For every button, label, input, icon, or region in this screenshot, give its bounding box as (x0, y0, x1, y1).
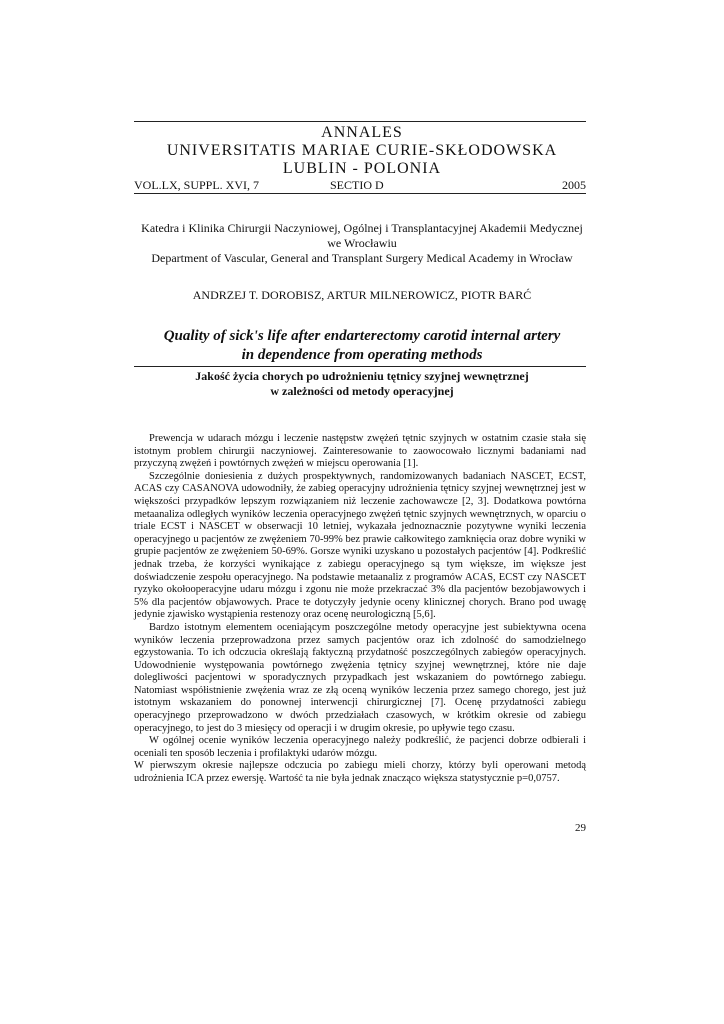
body-paragraph: W ogólnej ocenie wyników leczenia operacyjnego należy podkreślić, że pacjenci dobrze odbierali i oceniali ten sposób leczenia i profilaktyki udarów mózgu. (134, 735, 586, 759)
journal-section: SECTIO D (330, 178, 384, 192)
title-english-line2: in dependence from operating methods (241, 347, 483, 363)
journal-year: 2005 (562, 178, 586, 192)
body-paragraph: Bardzo istotnym elementem oceniającym poszczególne metody operacyjne jest subiektywna ocena wyników leczenia przeprowadzona przez samych pacjentów oraz ich zdolność do samodzielnego egzystowania. To ich odczucia określają faktyczną przydatność poszczególnych zabiegów operacyjnych. Udowodnienie występowania powtórnego zwężenia tętnicy szyjnej wewnętrznej, które nie daje dolegliwości pacjentowi w sporadycznych przypadkach jest wskazaniem do powtórnego zabiegu. Natomiast współistnienie zwężenia wraz ze złą oceną wyników leczenia przez samego chorego, jest już istotnym wskazaniem do ponownej interwencji chirurgicznej [7]. Ocenę przydatności zabiegu operacyjnego przeprowadzono w dwóch przedziałach czasowych, w krótkim okresie od zabiegu operacyjnego, to jest do 3 miesięcy od operacji i w drugim okresie, po upływie tego czasu. (134, 621, 586, 734)
title-polish-line2: w zależności od metody operacyjnej (270, 384, 454, 398)
affiliation-english: Department of Vascular, General and Transplant Surgery Medical Academy in Wrocław (151, 251, 573, 265)
journal-name: ANNALES (321, 124, 403, 141)
affiliation-polish-line1: Katedra i Klinika Chirurgii Naczyniowej, Ogólnej i Transplantacyjnej Akademii Medycznej (141, 221, 583, 235)
header-top-rule (134, 121, 586, 122)
title-english-line1: Quality of sick's life after endarterectomy carotid internal artery (163, 328, 561, 344)
body-paragraph: W pierwszym okresie najlepsze odczucia po zabiegu mieli chorzy, którzy byli operowani metodą udrożnienia ICA przez ewersję. Wartość ta nie była jednak znacząco większa statystycznie p=0,0757. (134, 760, 586, 785)
body-paragraph: Prewencja w udarach mózgu i leczenie następstw zwężeń tętnic szyjnych w ostatnim czasie stała się istotnym problem chirurgii naczyniowej. Zainteresowanie to zaowocowało licznymi badaniami nad przyczyną zwężeń i powtórnych zwężeń w miejscu operowania [1]. (134, 433, 586, 470)
body-paragraph: Szczególnie doniesienia z dużych prospektywnych, randomizowanych badaniach NASCET, ECST, ACAS czy CASANOVA udowodniły, że zabieg operacyjny udrożnienia tętnicy szyjnej wewnętrznej jest w większości przypadków lepszym rozwiązaniem niż leczenie zachowawcze [2, 3]. Dodatkowa powtórna metaanaliza odległych wyników leczenia operacyjnego zwężeń tętnic szyjnych wewnętrznych, w oparciu o triale ECST i NASCET w obserwacji 10 letniej, wykazała jednoznacznie pozytywne wyniki leczenia operacyjnego u pacjentów ze zwężeniem 70-99% bez prawie całkowitego zamknięcia oraz dobre wyniki w grupie pacjentów ze zwężeniem 50-69%. Gorsze wyniki uzyskano u pozostałych pacjentów [4]. Podkreślić jednak trzeba, że korzyści wynikające z zabiegu operacyjnego są tym większe, im większe jest doświadczenie zespołu operacyjnego. Na podstawie metaanaliz z programów ACAS, ECST czy NASCET ryzyko okołooperacyjne udaru mózgu i zgonu nie może przekraczać 3% dla pacjentów bezobjawowych i 5% dla pacjentów objawowych. Prace te dotyczyły jedynie oceny klinicznej chorych. Brano pod uwagę jedynie zjawisko wystąpienia restenozy oraz ocenę neurologiczną [5,6]. (134, 470, 586, 621)
journal-university: UNIVERSITATIS MARIAE CURIE-SKŁODOWSKA (166, 142, 558, 159)
page-number: 29 (575, 822, 586, 834)
journal-volume: VOL.LX, SUPPL. XVI, 7 (134, 178, 260, 192)
journal-location: LUBLIN - POLONIA (282, 160, 442, 177)
article-body (134, 433, 586, 786)
title-polish-line1: Jakość życia chorych po udrożnieniu tętnicy szyjnej wewnętrznej (195, 369, 529, 383)
affiliation-polish-line2: we Wrocławiu (327, 236, 397, 250)
title-divider (134, 366, 586, 367)
authors: ANDRZEJ T. DOROBISZ, ARTUR MILNEROWICZ, PIOTR BARĆ (192, 288, 532, 302)
header-bottom-rule (134, 193, 586, 194)
